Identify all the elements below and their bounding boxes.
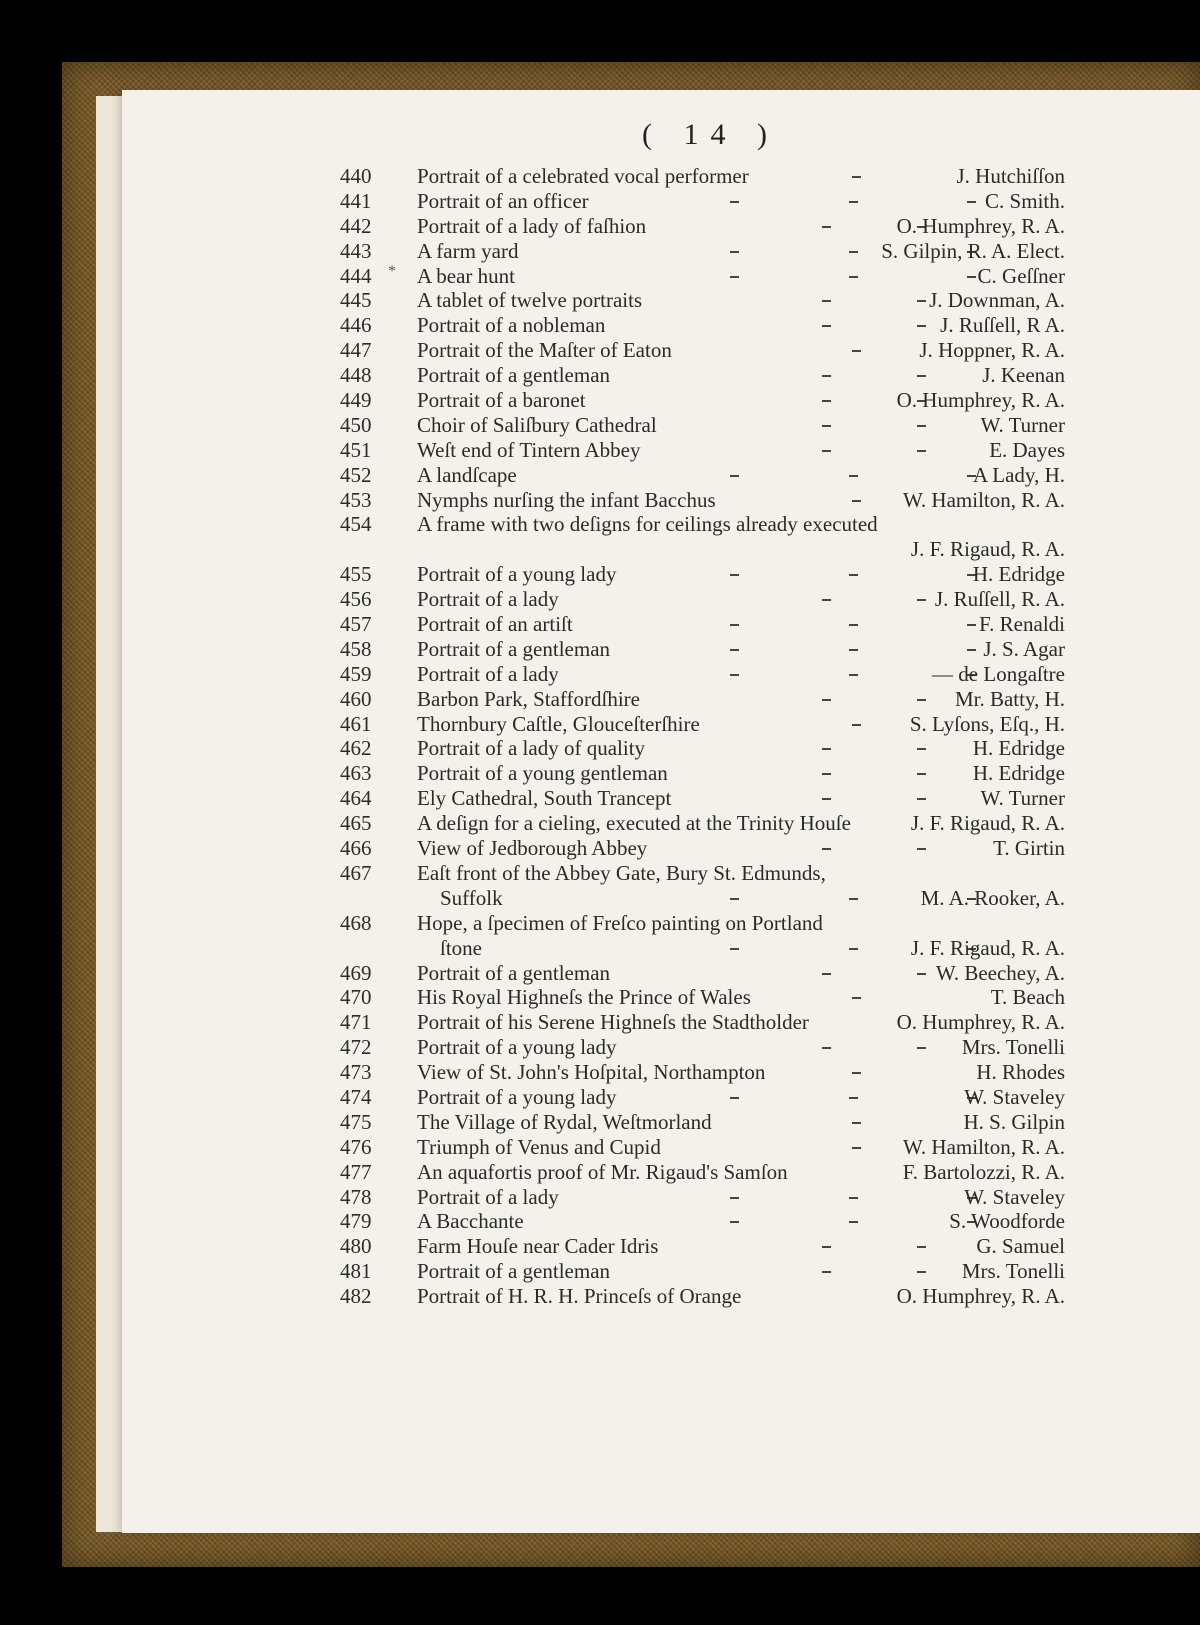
entry-number: 456 bbox=[340, 587, 372, 612]
entry-title: Suffolk bbox=[440, 885, 503, 910]
entry-artist: S. Lyſons, Eſq., H. bbox=[909, 711, 1065, 736]
catalogue-entry bbox=[122, 512, 1200, 562]
leader-dash bbox=[849, 674, 858, 676]
entry-title: Thornbury Caſtle, Glouceſterſhire bbox=[417, 711, 700, 736]
entry-artist: O. Humphrey, R. A. bbox=[896, 213, 1065, 238]
entry-number: 474 bbox=[340, 1084, 372, 1109]
page-number: ( 14 ) bbox=[642, 118, 779, 151]
leader-dash bbox=[730, 649, 739, 651]
entry-number: 473 bbox=[340, 1060, 372, 1085]
entry-line bbox=[122, 712, 1200, 737]
leader-dash bbox=[730, 475, 739, 477]
entry-artist: Mr. Batty, H. bbox=[954, 686, 1065, 711]
leader-dash bbox=[917, 1271, 926, 1273]
entry-artist: H. Edridge bbox=[972, 736, 1065, 761]
leader-dash bbox=[822, 425, 831, 427]
catalogue-entry bbox=[122, 612, 1200, 637]
entry-line bbox=[122, 1135, 1200, 1160]
entry-number: 468 bbox=[340, 910, 372, 935]
leader-dash bbox=[852, 176, 861, 178]
leader-dash bbox=[852, 500, 861, 502]
leader-dash bbox=[967, 649, 976, 651]
catalogue-entry bbox=[122, 687, 1200, 712]
catalogue-entry bbox=[122, 637, 1200, 662]
entry-line bbox=[122, 463, 1200, 488]
catalogue-entry bbox=[122, 313, 1200, 338]
entry-line bbox=[122, 189, 1200, 214]
entry-line bbox=[122, 911, 1200, 936]
entry-number: 471 bbox=[340, 1010, 372, 1035]
entry-line bbox=[122, 786, 1200, 811]
entry-number: 442 bbox=[340, 213, 372, 238]
entry-artist: S. Woodforde bbox=[949, 1209, 1065, 1234]
entry-artist: W. Staveley bbox=[964, 1184, 1065, 1209]
entry-title: A tablet of twelve portraits bbox=[417, 288, 643, 313]
leader-dash bbox=[917, 1047, 926, 1049]
entry-line bbox=[122, 313, 1200, 338]
entry-number: 469 bbox=[340, 960, 372, 985]
entry-number: 477 bbox=[340, 1159, 372, 1184]
entry-number: 447 bbox=[340, 338, 372, 363]
leader-dash bbox=[917, 748, 926, 750]
catalogue-entry bbox=[122, 961, 1200, 986]
leader-dash bbox=[917, 375, 926, 377]
entry-line bbox=[122, 1209, 1200, 1234]
catalogue-entry bbox=[122, 861, 1200, 911]
entry-number: 465 bbox=[340, 811, 372, 836]
entry-line bbox=[122, 1160, 1200, 1185]
entry-title: Portrait of H. R. H. Princeſs of Orange bbox=[417, 1284, 742, 1309]
entry-artist: W. Hamilton, R. A. bbox=[903, 1134, 1065, 1159]
entry-title: Portrait of a gentleman bbox=[417, 960, 611, 985]
leader-dash bbox=[849, 1197, 858, 1199]
catalogue-entry bbox=[122, 1035, 1200, 1060]
catalogue-entry bbox=[122, 363, 1200, 388]
catalogue-entry bbox=[122, 463, 1200, 488]
catalogue-entry bbox=[122, 338, 1200, 363]
catalogue-entry bbox=[122, 662, 1200, 687]
entry-title: Eaſt front of the Abbey Gate, Bury St. Edmunds, bbox=[417, 860, 826, 885]
entry-line bbox=[122, 985, 1200, 1010]
leader-dash bbox=[822, 400, 831, 402]
entry-line bbox=[122, 886, 1200, 911]
entry-number: 449 bbox=[340, 388, 372, 413]
entry-artist: M. A. Rooker, A. bbox=[920, 885, 1065, 910]
leader-dash bbox=[730, 1221, 739, 1223]
entry-line bbox=[122, 338, 1200, 363]
entry-title: A Bacchante bbox=[417, 1209, 524, 1234]
entry-number: 446 bbox=[340, 313, 372, 338]
entry-line bbox=[122, 1035, 1200, 1060]
entry-line bbox=[122, 288, 1200, 313]
leader-dash bbox=[730, 674, 739, 676]
catalogue-entry bbox=[122, 214, 1200, 239]
leader-dash bbox=[730, 624, 739, 626]
entry-line bbox=[122, 239, 1200, 264]
entry-line bbox=[122, 363, 1200, 388]
entry-artist: Mrs. Tonelli bbox=[961, 1259, 1065, 1284]
entry-title: Portrait of a young lady bbox=[417, 1035, 617, 1060]
entry-title: A deſign for a cieling, executed at the Trinity Houſe bbox=[417, 811, 851, 836]
leader-dash bbox=[917, 699, 926, 701]
entry-artist: J. F. Rigaud, R. A. bbox=[910, 935, 1065, 960]
catalogue-entry bbox=[122, 1185, 1200, 1210]
leader-dash bbox=[917, 450, 926, 452]
leader-dash bbox=[917, 848, 926, 850]
entry-title: The Village of Rydal, Weſtmorland bbox=[417, 1109, 712, 1134]
entry-number: 478 bbox=[340, 1184, 372, 1209]
entry-artist: J. Ruſſell, R A. bbox=[940, 313, 1065, 338]
leader-dash bbox=[822, 773, 831, 775]
entry-artist: — de Longaſtre bbox=[932, 661, 1065, 686]
entry-title: Portrait of a gentleman bbox=[417, 636, 611, 661]
catalogue-entry bbox=[122, 438, 1200, 463]
catalogue-entry bbox=[122, 712, 1200, 737]
entry-title: Portrait of an officer bbox=[417, 188, 589, 213]
catalogue-page bbox=[122, 90, 1200, 1533]
entry-line bbox=[122, 1185, 1200, 1210]
entry-number: 454 bbox=[340, 512, 372, 537]
catalogue-entry bbox=[122, 1209, 1200, 1234]
catalogue-entry bbox=[122, 1135, 1200, 1160]
entry-number: 462 bbox=[340, 736, 372, 761]
leader-dash bbox=[917, 325, 926, 327]
entry-title: Portrait of a young lady bbox=[417, 562, 617, 587]
catalogue-entry bbox=[122, 736, 1200, 761]
entry-title: Portrait of a young lady bbox=[417, 1084, 617, 1109]
leader-dash bbox=[849, 276, 858, 278]
catalogue-entry bbox=[122, 1085, 1200, 1110]
entry-artist: F. Renaldi bbox=[979, 612, 1065, 637]
entry-number: 450 bbox=[340, 412, 372, 437]
leader-dash bbox=[730, 251, 739, 253]
leader-dash bbox=[822, 1246, 831, 1248]
entry-artist: W. Turner bbox=[980, 412, 1065, 437]
entry-artist: C. Smith. bbox=[985, 188, 1065, 213]
catalogue-entry bbox=[122, 911, 1200, 961]
entry-number: 479 bbox=[340, 1209, 372, 1234]
entry-number: 464 bbox=[340, 786, 372, 811]
catalogue-entry bbox=[122, 239, 1200, 264]
entry-number: 443 bbox=[340, 238, 372, 263]
entry-number: 451 bbox=[340, 437, 372, 462]
entry-title: Portrait of a lady bbox=[417, 1184, 559, 1209]
entry-artist: W. Turner bbox=[980, 786, 1065, 811]
entry-line bbox=[122, 512, 1200, 537]
leader-dash bbox=[849, 574, 858, 576]
entry-number: 475 bbox=[340, 1109, 372, 1134]
entry-line bbox=[122, 1010, 1200, 1035]
leader-dash bbox=[917, 300, 926, 302]
entry-artist: A Lady, H. bbox=[973, 462, 1065, 487]
entry-line bbox=[122, 861, 1200, 886]
leader-dash bbox=[730, 574, 739, 576]
entry-title: Portrait of an artiſt bbox=[417, 612, 573, 637]
entry-title: Portrait of a gentleman bbox=[417, 1259, 611, 1284]
leader-dash bbox=[730, 898, 739, 900]
leader-dash bbox=[917, 773, 926, 775]
leader-dash bbox=[917, 425, 926, 427]
leader-dash bbox=[822, 325, 831, 327]
entry-title: A bear hunt bbox=[417, 263, 515, 288]
entry-title: Ely Cathedral, South Trancept bbox=[417, 786, 672, 811]
entry-line bbox=[122, 562, 1200, 587]
leader-dash bbox=[849, 251, 858, 253]
leader-dash bbox=[730, 201, 739, 203]
entry-title: Portrait of a baronet bbox=[417, 388, 586, 413]
entry-artist: J. S. Agar bbox=[983, 636, 1065, 661]
entry-line bbox=[122, 936, 1200, 961]
entry-line bbox=[122, 1085, 1200, 1110]
entry-line bbox=[122, 961, 1200, 986]
entry-number: 453 bbox=[340, 487, 372, 512]
entry-artist: T. Girtin bbox=[993, 836, 1065, 861]
entry-title: Portrait of a gentleman bbox=[417, 363, 611, 388]
entry-artist: W. Beechey, A. bbox=[935, 960, 1065, 985]
entry-number: 444 bbox=[340, 263, 372, 288]
entry-artist: W. Hamilton, R. A. bbox=[903, 487, 1065, 512]
entry-line bbox=[122, 836, 1200, 861]
leader-dash bbox=[849, 948, 858, 950]
entry-line bbox=[122, 1110, 1200, 1135]
entry-number: 448 bbox=[340, 363, 372, 388]
entry-artist: C. Geſſner bbox=[977, 263, 1065, 288]
entry-line bbox=[122, 1259, 1200, 1284]
leader-dash bbox=[852, 1122, 861, 1124]
leader-dash bbox=[730, 276, 739, 278]
entry-line bbox=[122, 662, 1200, 687]
entry-title: A landſcape bbox=[417, 462, 517, 487]
entry-title: A frame with two deſigns for ceilings already executed bbox=[417, 512, 878, 537]
catalogue-entry bbox=[122, 1259, 1200, 1284]
catalogue-entry bbox=[122, 1234, 1200, 1259]
entry-artist: H. S. Gilpin bbox=[963, 1109, 1065, 1134]
entry-number: 455 bbox=[340, 562, 372, 587]
leader-dash bbox=[917, 973, 926, 975]
entry-title: View of Jedborough Abbey bbox=[417, 836, 648, 861]
catalogue-entry bbox=[122, 1060, 1200, 1085]
entry-number: 441 bbox=[340, 188, 372, 213]
leader-dash bbox=[849, 898, 858, 900]
leader-dash bbox=[822, 748, 831, 750]
entry-line bbox=[122, 388, 1200, 413]
asterisk-marker: * bbox=[388, 262, 396, 280]
entry-artist: E. Dayes bbox=[989, 437, 1065, 462]
catalogue-entry bbox=[122, 786, 1200, 811]
entry-line bbox=[122, 413, 1200, 438]
entry-title: Choir of Saliſbury Cathedral bbox=[417, 412, 657, 437]
entry-artist: J. F. Rigaud, R. A. bbox=[910, 811, 1065, 836]
entry-number: 480 bbox=[340, 1234, 372, 1259]
entry-artist: O. Humphrey, R. A. bbox=[896, 1284, 1065, 1309]
leader-dash bbox=[967, 276, 976, 278]
entry-line bbox=[122, 637, 1200, 662]
entry-line bbox=[122, 612, 1200, 637]
entry-number: 452 bbox=[340, 462, 372, 487]
leader-dash bbox=[967, 624, 976, 626]
entry-title: Hope, a ſpecimen of Freſco painting on Portland bbox=[417, 910, 823, 935]
entry-artist: J. Downman, A. bbox=[929, 288, 1065, 313]
leader-dash bbox=[967, 201, 976, 203]
leader-dash bbox=[822, 300, 831, 302]
catalogue-entry bbox=[122, 164, 1200, 189]
leader-dash bbox=[730, 1097, 739, 1099]
entry-title: Portrait of a lady bbox=[417, 661, 559, 686]
entry-title: Nymphs nurſing the infant Bacchus bbox=[417, 487, 716, 512]
catalogue-entry bbox=[122, 1160, 1200, 1185]
catalogue-entry bbox=[122, 836, 1200, 861]
entry-artist: H. Edridge bbox=[972, 761, 1065, 786]
entry-artist: J. Keenan bbox=[982, 363, 1065, 388]
entry-artist: W. Staveley bbox=[964, 1084, 1065, 1109]
entry-artist: J. Hoppner, R. A. bbox=[919, 338, 1065, 363]
entry-title: Portrait of a nobleman bbox=[417, 313, 606, 338]
entry-title: Portrait of a lady of quality bbox=[417, 736, 646, 761]
entry-line bbox=[122, 811, 1200, 836]
entry-artist: O. Humphrey, R. A. bbox=[896, 1010, 1065, 1035]
entry-number: 481 bbox=[340, 1259, 372, 1284]
catalogue-entry bbox=[122, 562, 1200, 587]
entry-artist: H. Edridge bbox=[972, 562, 1065, 587]
leader-dash bbox=[852, 350, 861, 352]
entry-number: 463 bbox=[340, 761, 372, 786]
entry-title: A farm yard bbox=[417, 238, 519, 263]
entry-title: His Royal Highneſs the Prince of Wales bbox=[417, 985, 751, 1010]
leader-dash bbox=[822, 375, 831, 377]
entry-artist: T. Beach bbox=[990, 985, 1065, 1010]
leader-dash bbox=[852, 724, 861, 726]
entry-artist: J. Hutchiſſon bbox=[956, 164, 1065, 188]
entry-title: Farm Houſe near Cader Idris bbox=[417, 1234, 659, 1259]
catalogue-entry bbox=[122, 388, 1200, 413]
entry-title: Portrait of his Serene Highneſs the Stadtholder bbox=[417, 1010, 809, 1035]
entry-line bbox=[122, 214, 1200, 239]
entry-number: 459 bbox=[340, 661, 372, 686]
entry-line bbox=[122, 587, 1200, 612]
entry-artist: J. F. Rigaud, R. A. bbox=[910, 537, 1065, 562]
leader-dash bbox=[822, 973, 831, 975]
entry-number: 467 bbox=[340, 860, 372, 885]
entry-number: 470 bbox=[340, 985, 372, 1010]
entry-line bbox=[122, 537, 1200, 562]
catalogue-entry bbox=[122, 488, 1200, 513]
leader-dash bbox=[822, 848, 831, 850]
leader-dash bbox=[849, 1221, 858, 1223]
entry-artist: F. Bartolozzi, R. A. bbox=[902, 1159, 1065, 1184]
entry-line bbox=[122, 687, 1200, 712]
leader-dash bbox=[917, 798, 926, 800]
entry-number: 472 bbox=[340, 1035, 372, 1060]
entry-number: 445 bbox=[340, 288, 372, 313]
entry-title: Portrait of a lady of faſhion bbox=[417, 213, 647, 238]
leader-dash bbox=[849, 475, 858, 477]
entry-number: 466 bbox=[340, 836, 372, 861]
catalogue-entry bbox=[122, 811, 1200, 836]
leader-dash bbox=[852, 997, 861, 999]
entry-artist: S. Gilpin, R. A. Elect. bbox=[881, 238, 1065, 263]
leader-dash bbox=[730, 948, 739, 950]
entry-artist: H. Rhodes bbox=[976, 1060, 1065, 1085]
entry-line bbox=[122, 736, 1200, 761]
catalogue-entry bbox=[122, 587, 1200, 612]
entry-number: 458 bbox=[340, 636, 372, 661]
entry-number: 460 bbox=[340, 686, 372, 711]
catalogue-entry bbox=[122, 1110, 1200, 1135]
entry-line bbox=[122, 438, 1200, 463]
leader-dash bbox=[822, 450, 831, 452]
entry-title: ſtone bbox=[440, 935, 482, 960]
leader-dash bbox=[822, 699, 831, 701]
leader-dash bbox=[849, 649, 858, 651]
entry-title: Portrait of a celebrated vocal performer bbox=[417, 164, 749, 188]
entry-number: 440 bbox=[340, 164, 372, 188]
entry-title: Barbon Park, Staffordſhire bbox=[417, 686, 640, 711]
leader-dash bbox=[822, 798, 831, 800]
entry-title: Weſt end of Tintern Abbey bbox=[417, 437, 641, 462]
entry-number: 457 bbox=[340, 612, 372, 637]
entry-artist: J. Ruſſell, R. A. bbox=[934, 587, 1065, 612]
entry-line bbox=[122, 761, 1200, 786]
leader-dash bbox=[822, 1047, 831, 1049]
leader-dash bbox=[849, 624, 858, 626]
entry-line bbox=[122, 164, 1200, 189]
catalogue-entry bbox=[122, 264, 1200, 289]
entry-line bbox=[122, 264, 1200, 289]
entry-line bbox=[122, 1284, 1200, 1309]
leader-dash bbox=[822, 1271, 831, 1273]
catalogue-entry bbox=[122, 1284, 1200, 1309]
leader-dash bbox=[852, 1147, 861, 1149]
entry-number: 476 bbox=[340, 1134, 372, 1159]
entry-number: 461 bbox=[340, 711, 372, 736]
leader-dash bbox=[849, 1097, 858, 1099]
entry-title: Portrait of the Maſter of Eaton bbox=[417, 338, 672, 363]
leader-dash bbox=[822, 226, 831, 228]
leader-dash bbox=[852, 1072, 861, 1074]
catalogue-entry bbox=[122, 985, 1200, 1010]
leader-dash bbox=[730, 1197, 739, 1199]
catalogue-entry bbox=[122, 1010, 1200, 1035]
entry-title: Portrait of a young gentleman bbox=[417, 761, 668, 786]
entry-line bbox=[122, 1060, 1200, 1085]
catalogue-entry bbox=[122, 413, 1200, 438]
entry-number: 482 bbox=[340, 1284, 372, 1309]
entry-title: An aquafortis proof of Mr. Rigaud's Samſon bbox=[417, 1159, 788, 1184]
leader-dash bbox=[822, 599, 831, 601]
leader-dash bbox=[917, 599, 926, 601]
entry-title: Portrait of a lady bbox=[417, 587, 559, 612]
entry-line bbox=[122, 1234, 1200, 1259]
entry-title: View of St. John's Hoſpital, Northampton bbox=[417, 1060, 766, 1085]
entry-artist: O. Humphrey, R. A. bbox=[896, 388, 1065, 413]
entry-list bbox=[122, 164, 1200, 1309]
leader-dash bbox=[849, 201, 858, 203]
catalogue-entry bbox=[122, 189, 1200, 214]
entry-artist: G. Samuel bbox=[976, 1234, 1065, 1259]
leader-dash bbox=[917, 1246, 926, 1248]
catalogue-entry bbox=[122, 288, 1200, 313]
entry-title: Triumph of Venus and Cupid bbox=[417, 1134, 661, 1159]
entry-line bbox=[122, 488, 1200, 513]
entry-artist: Mrs. Tonelli bbox=[961, 1035, 1065, 1060]
catalogue-entry bbox=[122, 761, 1200, 786]
